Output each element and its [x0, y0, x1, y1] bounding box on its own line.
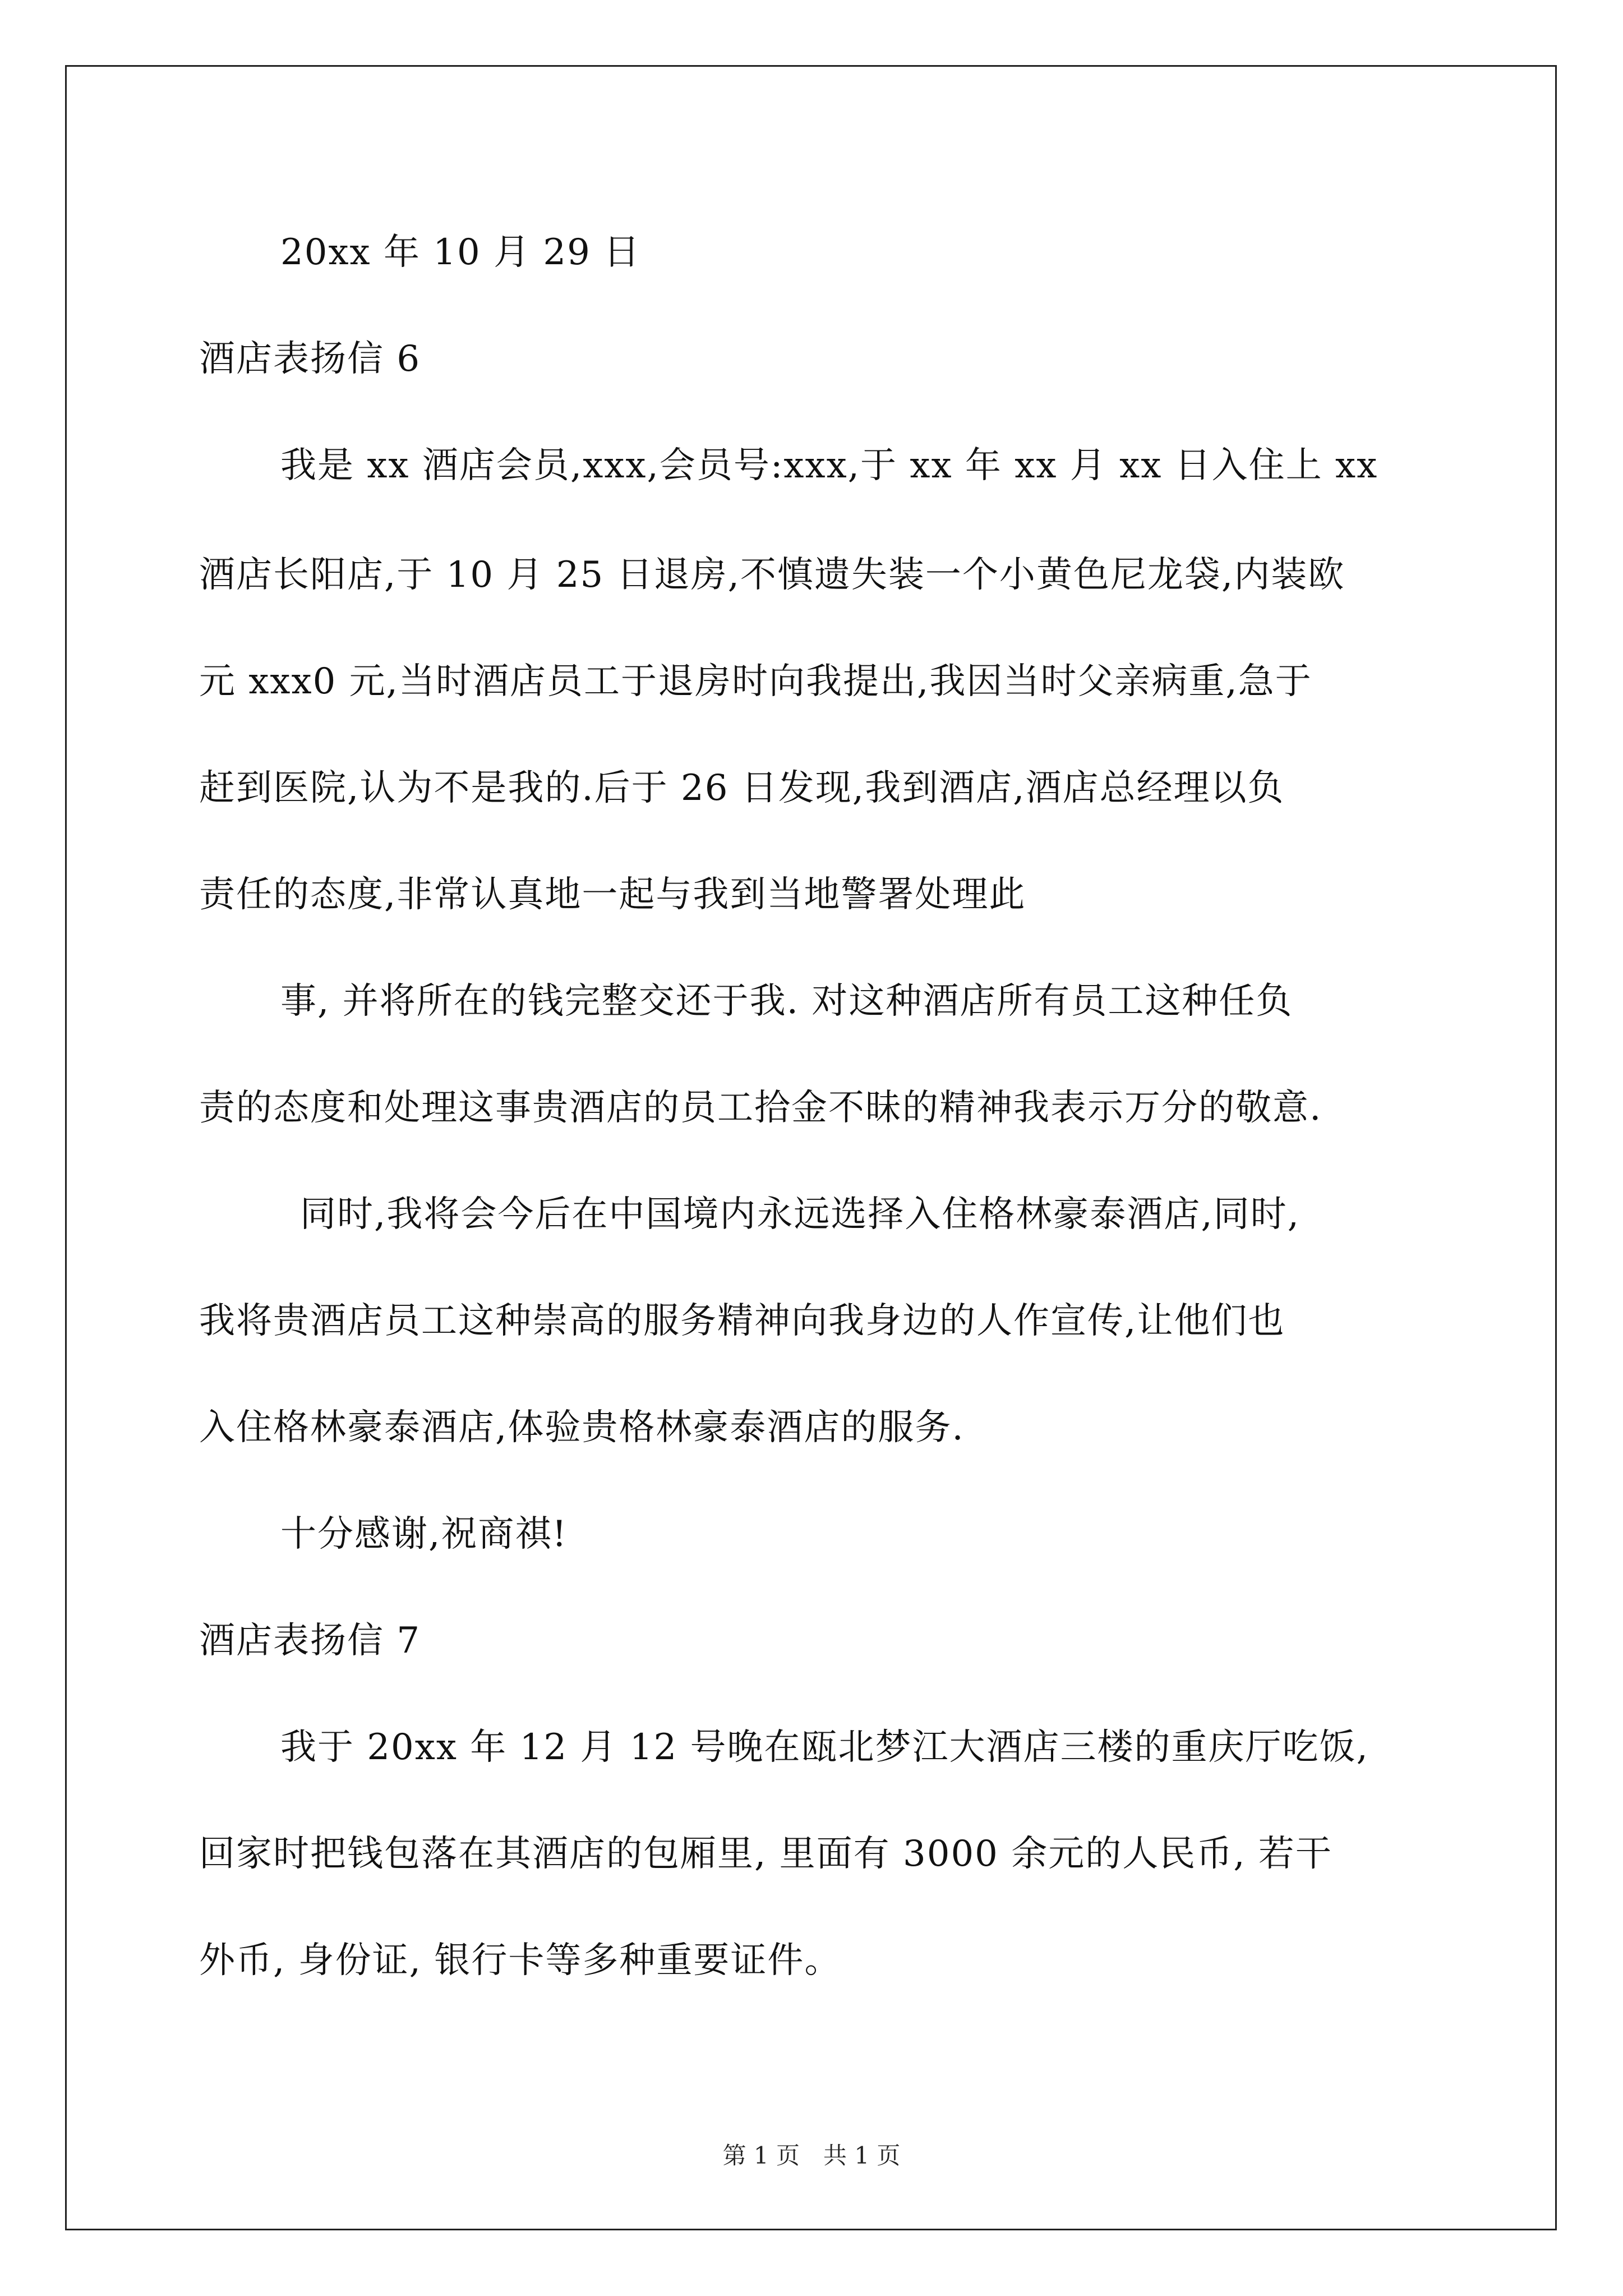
- page-border: [65, 65, 1557, 2230]
- paragraph-3-line-1: 同时,我将会今后在中国境内永远选择入住格林豪泰酒店,同时,: [300, 1194, 1301, 1235]
- paragraph-2-line-2: 责的态度和处理这事贵酒店的员工拾金不昧的精神我表示万分的敬意.: [199, 1087, 1322, 1129]
- paragraph-4-line-2: 回家时把钱包落在其酒店的包厢里, 里面有 3000 余元的人民币, 若干: [199, 1833, 1332, 1875]
- paragraph-3-line-2: 我将贵酒店员工这种崇高的服务精神向我身边的人作宣传,让他们也: [199, 1300, 1285, 1342]
- paragraph-3-line-3: 入住格林豪泰酒店,体验贵格林豪泰酒店的服务.: [199, 1407, 965, 1448]
- paragraph-1-line-1: 我是 xx 酒店会员,xxx,会员号:xxx,于 xx 年 xx 月 xx 日入住上 xx: [280, 445, 1378, 486]
- paragraph-1-line-2: 酒店长阳店,于 10 月 25 日退房,不慎遗失装一个小黄色尼龙袋,内装欧: [199, 554, 1345, 596]
- paragraph-1-line-5: 责任的态度,非常认真地一起与我到当地警署处理此: [199, 874, 1026, 915]
- paragraph-1-line-3: 元 xxx0 元,当时酒店员工于退房时向我提出,我因当时父亲病重,急于: [199, 661, 1312, 702]
- letter-title-7: 酒店表扬信 7: [199, 1620, 421, 1662]
- letter-title-6: 酒店表扬信 6: [199, 338, 421, 380]
- letter-date: 20xx 年 10 月 29 日: [280, 232, 641, 273]
- closing-thanks: 十分感谢,祝商祺!: [280, 1513, 568, 1555]
- paragraph-2-line-1: 事, 并将所在的钱完整交还于我. 对这种酒店所有员工这种任负: [280, 981, 1293, 1022]
- paragraph-1-line-4: 赶到医院,认为不是我的.后于 26 日发现,我到酒店,酒店总经理以负: [199, 767, 1285, 809]
- paragraph-4-line-3: 外币, 身份证, 银行卡等多种重要证件。: [199, 1940, 842, 1981]
- paragraph-4-line-1: 我于 20xx 年 12 月 12 号晚在瓯北梦江大酒店三楼的重庆厅吃饭,: [280, 1727, 1369, 1768]
- page-number-footer: 第 1 页 共 1 页: [722, 2142, 901, 2169]
